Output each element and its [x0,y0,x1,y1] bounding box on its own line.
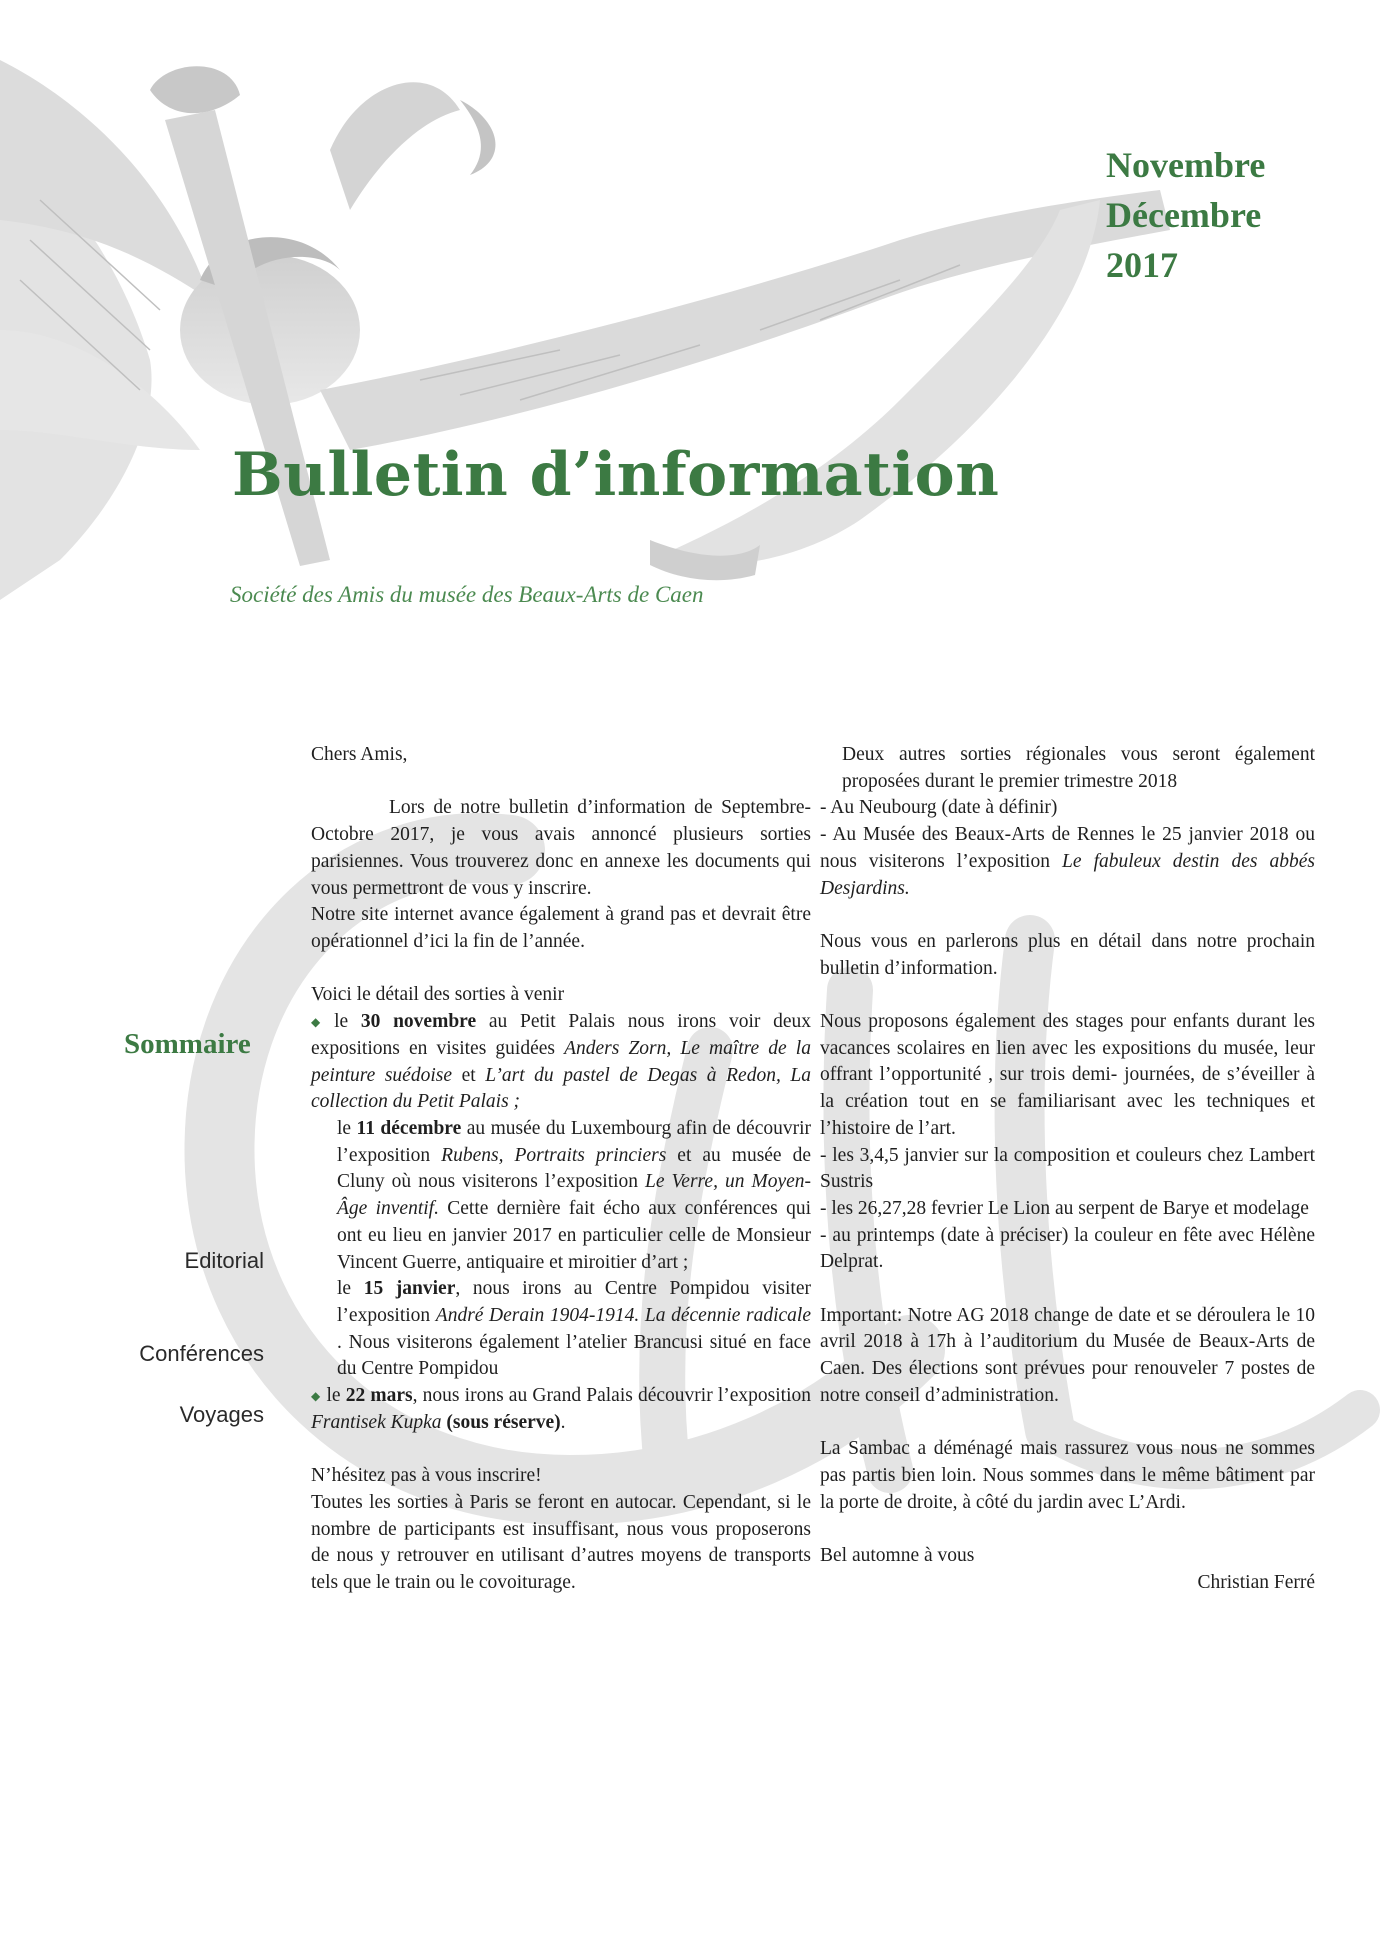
bullet-icon: ◆ [311,1389,321,1404]
regional-outing-rennes: - Au Musée des Beaux-Arts de Rennes le 25 janvier 2018 ou nous visiterons l’exposition Le fabuleux destin des abbés Desjardins. [820,824,1316,899]
encourage-register: N’hésitez pas à vous inscrire! [311,1465,542,1487]
greeting: Chers Amis, [311,744,408,765]
regional-outing-neubourg: - Au Neubourg (date à définir) [820,797,1058,819]
outing-15-janvier: le 15 janvier, nous irons au Centre Pompidou visiter l’exposition André Derain 1904-1914. La décennie radicale . Nous visiterons également l’atelier Brancusi situé en face du Centre Pompidou [337,1278,811,1380]
issue-date-month-1: Novembre [1106,145,1266,185]
transport-info: Toutes les sorties à Paris se feront en autocar. Cependant, si le nombre de participants est insuffisant, nous vous proposerons de nous y retrouver en utilisant d’autres moyens de transports tels que le train ou le covoiturage. [311,1491,811,1594]
regional-outings-intro: Deux autres sorties régionales vous seront également proposées durant le premier trimestre 2018 [842,744,1315,792]
bullet-icon: ◆ [311,1015,329,1030]
toc-item-conferences[interactable]: Conférences [139,1341,264,1366]
issue-date-month-2: Décembre [1106,195,1262,235]
outings-intro: Voici le détail des sorties à venir [311,984,565,1006]
issue-date [1106,140,1336,290]
more-info-note: Nous vous en parlerons plus en détail dans notre prochain bulletin d’information. [820,930,1315,979]
paragraph-annex: Lors de notre bulletin d’information de Septembre-Octobre 2017, je vous avais annoncé plusieurs sorties parisiennes. Vous trouverez donc en annexe les documents qui vous permettront de vous y inscrire. [311,797,811,899]
relocation-notice: La Sambac a déménagé mais rassurez vous nous ne sommes pas partis bien loin. Nous sommes dans le même bâtiment par la porte de droite, à côté du jardin avec L’Ardi. [820,1438,1315,1513]
toc-item-editorial[interactable]: Editorial [184,1248,264,1273]
signature: Christian Ferré [1197,1571,1315,1593]
workshop-spring: - au printemps (date à préciser) la couleur en fête avec Hélène Delprat. [820,1224,1315,1273]
workshop-january: - les 3,4,5 janvier sur la composition et couleurs chez Lambert Sustris [820,1144,1315,1193]
editorial-left-column [311,742,811,1597]
angel-engraving-illustration [0,0,1381,640]
outing-22-mars: ◆ le 22 mars, nous irons au Grand Palais découvrir l’exposition Frantisek Kupka (sous réserve). [311,1385,811,1433]
bulletin-title: Bulletin d’information [232,440,1000,510]
farewell: Bel automne à vous [820,1545,975,1567]
editorial-right-column [820,742,1315,1596]
outing-11-decembre: le 11 décembre au musée du Luxembourg afin de découvrir l’exposition Rubens, Portraits princiers et au musée de Cluny où nous visiterons l’exposition Le Verre, un Moyen- Âge inventif. Cette dernière fait écho aux conférences qui ont eu lieu en janvier 2017 en particulier celle de Monsieur Vincent Guerre, antiquaire et miroitier d’art ; [337,1117,812,1273]
sommaire-heading: Sommaire [124,1028,251,1060]
society-subtitle: Société des Amis du musée des Beaux-Arts de Caen [230,582,704,607]
outing-30-novembre: ◆ le 30 novembre au Petit Palais nous irons voir deux expositions en visites guidées Anders Zorn, Le maître de la peinture suédoise et L’art du pastel de Degas à Redon, La collection du Petit Palais ; [311,1011,812,1113]
toc-item-voyages[interactable]: Voyages [179,1402,264,1427]
paragraph-website: Notre site internet avance également à grand pas et devrait être opérationnel d’ici la fin de l’année. [311,904,811,952]
general-assembly-notice: Important: Notre AG 2018 change de date et se déroulera le 10 avril 2018 à 17h à l’auditorium du Musée de Beaux-Arts de Caen. Des élections sont prévues pour renouveler 7 postes de notre conseil d’administration. [820,1304,1315,1406]
issue-date-year: 2017 [1106,245,1178,285]
children-workshops: Nous proposons également des stages pour enfants durant les vacances scolaires en lien avec les expositions du musée, leur offrant l’opportunité , sur trois demi- journées, de s’éveiller à la création tout en se familiarisant avec les techniques et l’histoire de l’art. [820,1011,1315,1139]
workshop-february: - les 26,27,28 fevrier Le Lion au serpent de Barye et modelage [820,1197,1309,1219]
